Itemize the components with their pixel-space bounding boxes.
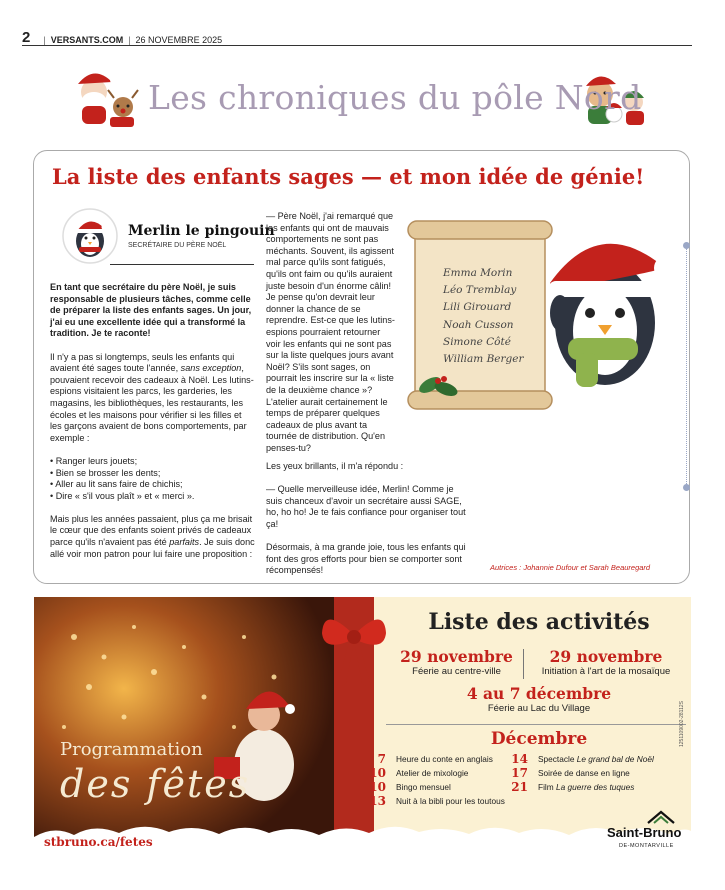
event-item[interactable]: 29 novembre Féerie au centre-ville (400, 647, 513, 677)
page-number: 2 (22, 29, 31, 46)
author-role: SECRÉTAIRE DU PÈRE NOËL (128, 242, 227, 249)
list-item: Lili Girouard (443, 301, 512, 314)
program-line-2: des fêtes (60, 762, 251, 806)
program-line-1: Programmation (60, 739, 203, 760)
website-link[interactable]: stbruno.ca/fetes (44, 835, 153, 849)
author-divider (110, 264, 254, 265)
event-item[interactable]: 7 Heure du conte en anglais (377, 752, 493, 766)
event-item[interactable]: 4 au 7 décembre Féerie au Lac du Village (466, 684, 612, 714)
advertisement[interactable] (34, 597, 691, 859)
reindeer-icon (108, 90, 138, 127)
city-logo-subtext: DE-MONTARVILLE (619, 843, 674, 849)
list-item: William Berger (443, 353, 524, 366)
event-item[interactable]: 29 novembre Initiation à l'art de la mosaïque (541, 647, 671, 677)
behaviour-list (50, 456, 255, 502)
article-paragraph: Mais plus les années passaient, plus ça me brisait le cœur que des enfants soient privés de cadeaux parce qu'ils n'avaient pas été parfaits. Je suis donc allé voir mon patron pour lui faire une proposition : (50, 513, 255, 559)
list-item: Noah Cusson (443, 318, 514, 331)
divider (386, 724, 686, 725)
event-item[interactable]: 14 Spectacle Le grand bal de Noël (511, 752, 654, 766)
event-item[interactable]: 10 Atelier de mixologie (369, 766, 469, 780)
city-logo-icon (646, 809, 676, 825)
list-item: • Dire « s'il vous plaît » et « merci ». (50, 491, 255, 503)
santa-icon (78, 73, 118, 124)
article-byline: Autrices : Johannie Dufour et Sarah Beauregard (490, 563, 651, 572)
issue-date: 26 NOVEMBRE 2025 (135, 35, 223, 45)
page-header: 2 | VERSANTS.COM | 26 NOVEMBRE 2025 (22, 30, 692, 46)
list-item: Simone Côté (443, 335, 511, 348)
scroll-dot-top[interactable] (683, 242, 690, 249)
divider (523, 649, 524, 679)
event-item[interactable]: 17 Soirée de danse en ligne (511, 766, 630, 780)
city-logo-text: Saint-Bruno (607, 825, 682, 840)
list-item: Emma Morin (443, 267, 513, 279)
bow-icon (314, 605, 394, 695)
list-item: • Aller au lit sans faire de chichis; (50, 479, 255, 491)
month-heading: Décembre (490, 729, 588, 749)
scroll-track[interactable] (686, 246, 688, 486)
article-paragraph: Les yeux brillants, il m'a répondu : (266, 461, 404, 471)
site-name[interactable]: VERSANTS.COM (50, 35, 124, 45)
section-title: Les chroniques du pôle Nord (148, 78, 642, 117)
nice-list (443, 265, 543, 368)
article-lead: En tant que secrétaire du père Noël, je suis responsable de plusieurs tâches, comme celle de préparer la liste des enfants sages. Un jour, j'ai eu une excellente idée qui a transformé la tradition. Je te raconte! (50, 282, 252, 339)
author-name: Merlin le pingouin (128, 223, 275, 239)
event-item[interactable]: 21 Film La guerre des tuques (511, 780, 635, 794)
article-paragraph: Désormais, à ma grande joie, tous les enfants qui font des gros efforts pour bien se comporter sont récompensés! (266, 542, 466, 576)
article-column-2-continued (266, 461, 471, 589)
event-item[interactable]: 10 Bingo mensuel (369, 780, 451, 794)
ad-code: 1251109002-28112S (679, 701, 685, 747)
list-item: • Ranger leurs jouets; (50, 456, 255, 468)
article-column-2 (266, 211, 396, 466)
penguin-icon (548, 244, 678, 387)
dialogue-paragraph: — Quelle merveilleuse idée, Merlin! Comme je suis chanceux d'avoir un secrétaire aussi SAGE, ho, ho ho! Je te fais confiance pour organiser tout ça! (266, 484, 466, 529)
event-item[interactable]: 13 Nuit à la bibli pour les toutous (369, 794, 505, 808)
scroll-dot-bottom[interactable] (683, 484, 690, 491)
list-item: Léo Tremblay (443, 284, 517, 297)
list-item: • Bien se brosser les dents; (50, 468, 255, 480)
activities-heading: Liste des activités (428, 609, 650, 635)
dialogue-paragraph: — Père Noël, j'ai remarqué que les enfants qui ont de mauvais comportements ne sont pas méchants. Souvent, ils agissent mal parce qu'ils sont fatigués, qu'ils ont faim ou qu'ils auraient juste besoin d'un énorme câlin! Je pense qu'on devrait leur donner la chance de se reprendre. Est-ce que les lutins-espions pourraient retourner voir les enfants qui ne sont pas sur la liste quelques jours avant Noël? S'ils sont sages, on pourrait les inscrire sur la « liste de la deuxième chance »? L'atelier aurait certainement le temps de préparer quelques cadeaux de plus avant ta tournée de distribution. Qu'en penses-tu? (266, 211, 395, 453)
article-title: La liste des enfants sages — et mon idée de génie! (52, 164, 645, 189)
article-column-1 (50, 282, 255, 572)
article-paragraph: Il n'y a pas si longtemps, seuls les enfants qui avaient été sages toute l'année, sans exception, pouvaient recevoir des cadeaux à Noël. Les lutins-espions visitaient les parcs, les garderies, les magasins, les bibliothèques, les restaurants, les écoles et les maisons pour vérifier si les filles et les garçons avaient de bons comportements, par exemple : (50, 351, 254, 443)
